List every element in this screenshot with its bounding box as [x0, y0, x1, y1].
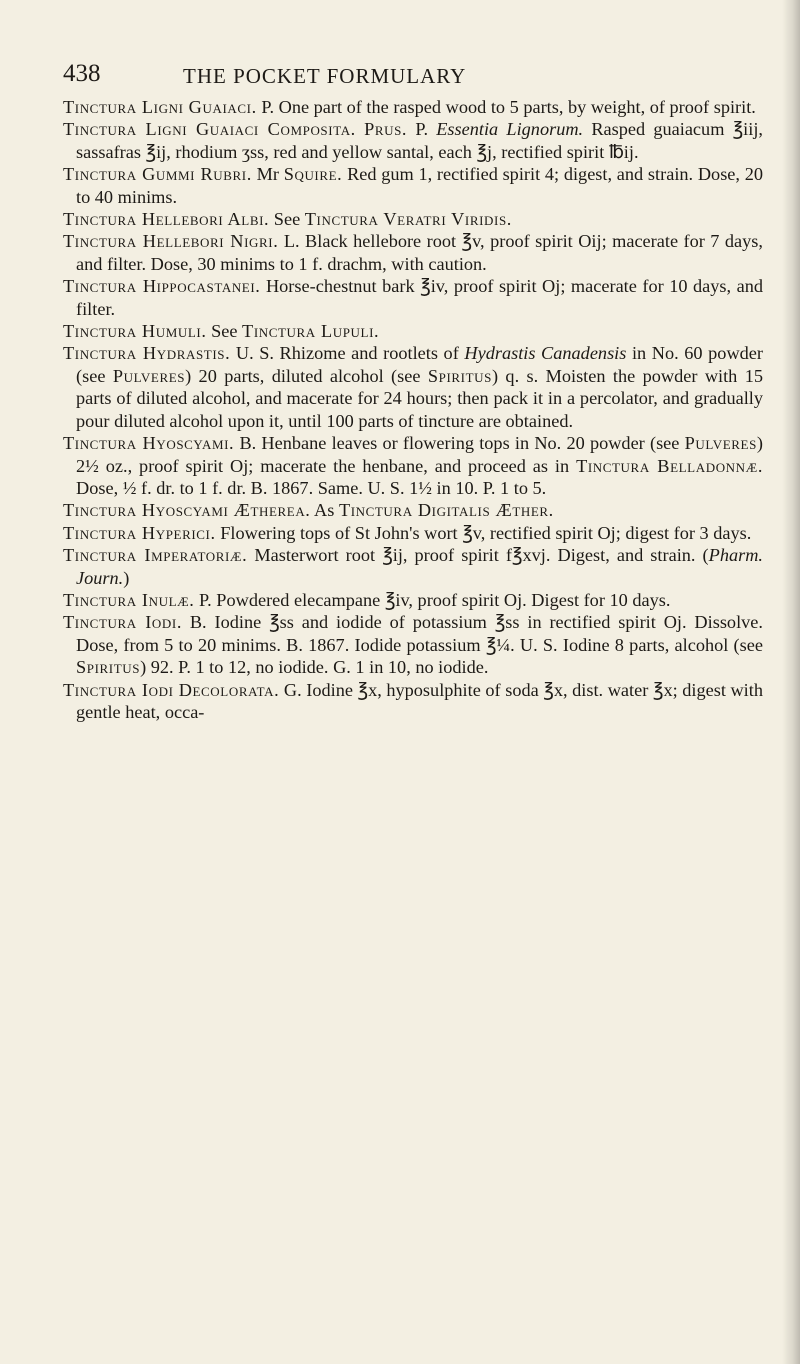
entry-heading: Tinctura Ligni Guaiaci.: [63, 97, 257, 117]
entry-text: Red gum 1, rectified spirit 4; digest, and strain. Dose, 20 to 40 minims.: [76, 164, 764, 207]
formulary-entry: [63, 320, 763, 342]
cross-reference: Prus.: [364, 119, 408, 140]
entry-text: ) 92. P. 1 to 12, no iodide. G. 1 in 10, no iodide.: [140, 657, 489, 678]
entry-text: Dose, ½ f. dr. to 1 f. dr. B. 1867. Same. U. S. 1½ in 10. P. 1 to 5.: [76, 477, 547, 498]
formulary-entry: [63, 544, 763, 589]
entry-text: in No. 60 powder (see: [76, 343, 763, 386]
entry-heading: Tinctura Hyoscyami Ætherea.: [63, 500, 311, 521]
cross-reference: Tinctura Belladonnæ.: [576, 455, 763, 476]
entry-heading: Tinctura Hellebori Nigri.: [63, 231, 279, 252]
cross-reference: Spiritus: [427, 365, 492, 386]
entry-heading: Tinctura Iodi.: [63, 612, 182, 633]
formulary-entry: [63, 275, 763, 320]
entry-text: ) 20 parts, diluted alcohol (see: [185, 365, 428, 386]
entry-text: B. Henbane leaves or flowering tops in No. 20 powder (see: [234, 433, 685, 454]
formulary-entry: [63, 96, 763, 118]
formulary-entry: [63, 208, 763, 230]
entry-heading: Tinctura Hellebori Albi.: [63, 209, 270, 230]
entry-heading: Tinctura Hyoscyami.: [63, 433, 235, 454]
page-header: [63, 60, 763, 94]
entry-heading: Tinctura Gummi Rubri.: [63, 164, 252, 185]
cross-reference: Pulveres: [684, 433, 757, 454]
entry-text: See: [206, 321, 243, 342]
entry-heading: Tinctura Hyperici.: [63, 522, 216, 543]
formulary-entries: [63, 96, 763, 723]
formulary-entry: [63, 679, 763, 724]
formulary-entry: [63, 432, 763, 499]
entry-heading: Tinctura Iodi Decolorata.: [63, 679, 280, 700]
entry-text: P. One part of the rasped wood to 5 parts, by weight, of proof spirit.: [256, 97, 756, 117]
formulary-entry: [63, 342, 763, 432]
running-title: THE POCKET FORMULARY: [183, 64, 467, 88]
entry-heading: Tinctura Humuli.: [63, 321, 207, 342]
page-number: 438: [63, 60, 101, 87]
page-edge-shadow: [782, 0, 800, 1364]
entry-text: As: [310, 500, 339, 521]
italic-text: Essentia Lignorum.: [436, 119, 584, 140]
entry-heading: Tinctura Imperatoriæ.: [63, 545, 248, 566]
entry-text: See: [269, 209, 305, 230]
entry-text: ): [123, 567, 130, 588]
entry-text: ) 2½ oz., proof spirit Oj; macerate the henbane, and proceed as in: [76, 433, 763, 476]
entry-text: [356, 119, 364, 139]
entry-text: Rasped guaiacum ℥iij, sassafras ℥ij, rhodium ʒss, red and yellow santal, each ℥j, rectified spirit ℔ij.: [76, 119, 763, 162]
formulary-entry: [63, 118, 763, 163]
cross-reference: Tinctura Digitalis Æther.: [338, 500, 554, 521]
formulary-entry: [63, 611, 763, 678]
entry-text: P.: [407, 119, 437, 140]
italic-text: Pharm. Journ.: [76, 545, 763, 588]
cross-reference: Squire.: [283, 164, 343, 185]
cross-reference: Tinctura Veratri Viridis.: [304, 209, 512, 230]
entry-text: P. Powdered elecampane ℥iv, proof spirit Oj. Digest for 10 days.: [194, 589, 671, 610]
entry-heading: Tinctura Ligni Guaiaci Composita.: [63, 119, 356, 140]
entry-text: Masterwort root ℥ij, proof spirit f℥xvj. Digest, and strain. (: [247, 545, 709, 566]
entry-text: Horse-chestnut bark ℥iv, proof spirit Oj; macerate for 10 days, and filter.: [76, 276, 764, 319]
cross-reference: Spiritus: [76, 657, 141, 678]
entry-text: B. Iodine ℥ss and iodide of potassium ℥ss in rectified spirit Oj. Dissolve. Dose, from 5 to 20 minims. B. 1867. Iodide potassium ℥¼. U. S. Iodine 8 parts, alcohol (see: [76, 612, 763, 655]
entry-text: G. Iodine ℥x, hyposulphite of soda ℥x, dist. water ℥x; digest with gentle heat, occa-: [76, 679, 763, 722]
cross-reference: Pulveres: [112, 365, 186, 386]
entry-text: ) q. s. Moisten the powder with 15 parts of diluted alcohol, and macerate for 24 hours; then pack it in a percolator, and gradually pour diluted alcohol upon it, until 100 parts of tincture are obtained.: [76, 365, 763, 431]
formulary-entry: [63, 163, 763, 208]
entry-heading: Tinctura Inulæ.: [63, 589, 195, 610]
entry-heading: Tinctura Hippocastanei.: [63, 276, 261, 297]
formulary-entry: [63, 230, 763, 275]
formulary-entry: [63, 589, 763, 611]
entry-text: U. S. Rhizome and rootlets of: [230, 343, 465, 364]
entry-text: Flowering tops of St John's wort ℥v, rectified spirit Oj; digest for 3 days.: [215, 522, 752, 543]
cross-reference: Tinctura Lupuli.: [242, 321, 380, 342]
entry-text: L. Black hellebore root ℥v, proof spirit Oij; macerate for 7 days, and filter. Dose, 30 minims to 1 f. drachm, with caution.: [76, 231, 763, 274]
entry-text: Mr: [251, 164, 284, 185]
formulary-entry: [63, 522, 763, 544]
italic-text: Hydrastis Canadensis: [464, 343, 627, 364]
entry-heading: Tinctura Hydrastis.: [63, 343, 231, 364]
formulary-entry: [63, 499, 763, 521]
